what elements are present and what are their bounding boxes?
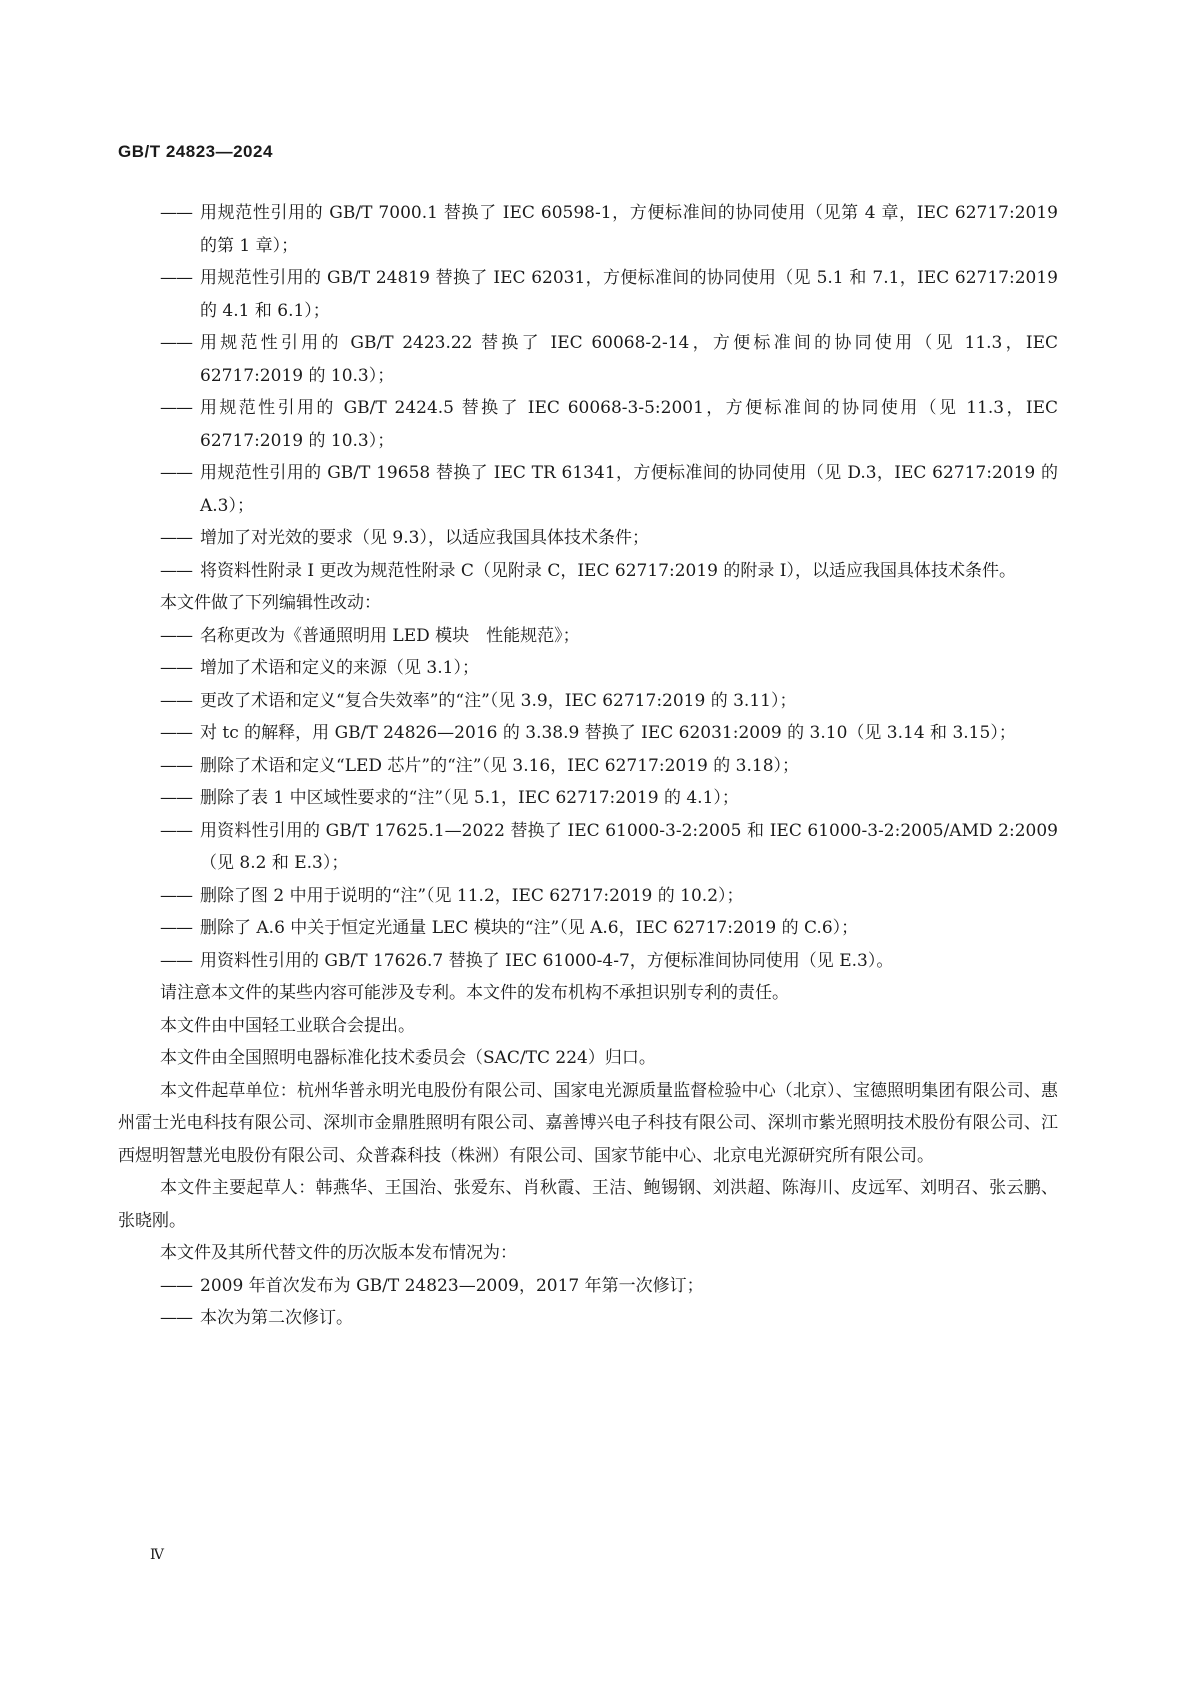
dash-marker: —— xyxy=(160,788,192,808)
list-item-text: 更改了术语和定义“复合失效率”的“注”（见 3.9，IEC 62717:2019 的 3.11）； xyxy=(200,690,797,711)
list-item xyxy=(118,880,1058,913)
page-number: Ⅳ xyxy=(150,1547,164,1563)
document-code-header: GB/T 24823—2024 xyxy=(118,142,273,161)
dash-marker: —— xyxy=(160,1275,192,1296)
dash-marker: —— xyxy=(160,528,192,548)
list-item xyxy=(118,815,1058,880)
dash-marker: —— xyxy=(160,690,192,711)
list-item-text: 删除了表 1 中区域性要求的“注”（见 5.1，IEC 62717:2019 的 4.1）； xyxy=(200,788,739,808)
centralized-by: 本文件由全国照明电器标准化技术委员会（SAC/TC 224）归口。 xyxy=(160,1048,656,1068)
dash-marker: —— xyxy=(160,560,192,581)
list-item xyxy=(118,327,1058,392)
list-item-text: 用资料性引用的 GB/T 17625.1—2022 替换了 IEC 61000-3-2:2005 和 IEC 61000-3-2:2005/AMD 2:2009（见 8.2 和 E.3）； xyxy=(200,820,1058,873)
list-item-text: 用规范性引用的 GB/T 7000.1 替换了 IEC 60598-1，方便标准间的协同使用（见第 4 章，IEC 62717:2019 的第 1 章）； xyxy=(200,203,1058,256)
dash-marker: —— xyxy=(160,463,192,483)
dash-marker: —— xyxy=(160,918,192,938)
list-item-text: 删除了图 2 中用于说明的“注”（见 11.2，IEC 62717:2019 的 10.2）； xyxy=(200,885,744,906)
list-item xyxy=(118,522,1058,555)
dash-marker: —— xyxy=(160,203,192,223)
list-item xyxy=(118,717,1058,750)
dash-marker: —— xyxy=(160,820,192,841)
list-item-text: 名称更改为《普通照明用 LED 模块 性能规范》； xyxy=(200,625,580,646)
editorial-changes-intro: 本文件做了下列编辑性改动： xyxy=(160,593,381,613)
list-item-text: 对 tc 的解释，用 GB/T 24826—2016 的 3.38.9 替换了 IEC 62031:2009 的 3.10（见 3.14 和 3.15）； xyxy=(200,723,1016,743)
list-item-text: 用规范性引用的 GB/T 24819 替换了 IEC 62031，方便标准间的协同使用（见 5.1 和 7.1，IEC 62717:2019 的 4.1 和 6.1）； xyxy=(200,268,1058,321)
list-item-text: 将资料性附录 I 更改为规范性附录 C（见附录 C，IEC 62717:2019 的附录 I），以适应我国具体技术条件。 xyxy=(200,560,1016,581)
list-item xyxy=(118,685,1058,718)
dash-marker: —— xyxy=(160,723,192,743)
dash-marker: —— xyxy=(160,755,192,776)
technical-changes-list xyxy=(118,197,1058,587)
foreword-body xyxy=(118,197,1058,1335)
drafting-units: 本文件起草单位：杭州华普永明光电股份有限公司、国家电光源质量监督检验中心（北京）、宝德照明集团有限公司、惠州雷士光电科技有限公司、深圳市金鼎胜照明有限公司、嘉善博兴电子科技有限公司、深圳市紫光照明技术股份有限公司、江西煜明智慧光电股份有限公司、众普森科技（株洲）有限公司、国家节能中心、北京电光源研究所有限公司。 xyxy=(118,1080,1058,1166)
dash-marker: —— xyxy=(160,950,192,971)
list-item xyxy=(118,945,1058,978)
list-item-text: 增加了对光效的要求（见 9.3），以适应我国具体技术条件； xyxy=(200,528,649,548)
list-item-text: 删除了 A.6 中关于恒定光通量 LEC 模块的“注”（见 A.6，IEC 62717:2019 的 C.6）； xyxy=(200,918,859,938)
list-item xyxy=(118,1270,1058,1303)
list-item-text: 用规范性引用的 GB/T 19658 替换了 IEC TR 61341，方便标准间的协同使用（见 D.3，IEC 62717:2019 的 A.3）； xyxy=(200,463,1058,516)
dash-marker: —— xyxy=(160,268,192,288)
dash-marker: —— xyxy=(160,625,192,646)
list-item xyxy=(118,262,1058,327)
editorial-changes-list xyxy=(118,620,1058,978)
list-item-text: 删除了术语和定义“LED 芯片”的“注”（见 3.16，IEC 62717:2019 的 3.18）； xyxy=(200,755,800,776)
list-item-text: 用规范性引用的 GB/T 2424.5 替换了 IEC 60068-3-5:2001，方便标准间的协同使用（见 11.3，IEC 62717:2019 的 10.3）； xyxy=(200,398,1058,451)
patent-notice: 请注意本文件的某些内容可能涉及专利。本文件的发布机构不承担识别专利的责任。 xyxy=(160,983,789,1003)
list-item xyxy=(118,652,1058,685)
list-item xyxy=(118,750,1058,783)
list-item xyxy=(118,912,1058,945)
dash-marker: —— xyxy=(160,1308,192,1328)
dash-marker: —— xyxy=(160,885,192,906)
list-item xyxy=(118,197,1058,262)
list-item xyxy=(118,457,1058,522)
list-item xyxy=(118,555,1058,588)
list-item-text: 增加了术语和定义的来源（见 3.1）； xyxy=(200,658,479,678)
list-item xyxy=(118,1302,1058,1335)
list-item xyxy=(118,620,1058,653)
list-item-text: 用规范性引用的 GB/T 2423.22 替换了 IEC 60068-2-14，方便标准间的协同使用（见 11.3，IEC 62717:2019 的 10.3）； xyxy=(200,333,1058,386)
list-item-text: 用资料性引用的 GB/T 17626.7 替换了 IEC 61000-4-7，方便标准间协同使用（见 E.3）。 xyxy=(200,950,894,971)
history-intro: 本文件及其所代替文件的历次版本发布情况为： xyxy=(160,1243,517,1263)
dash-marker: —— xyxy=(160,398,192,418)
history-list xyxy=(118,1270,1058,1335)
list-item-text: 本次为第二次修订。 xyxy=(200,1308,353,1328)
list-item-text: 2009 年首次发布为 GB/T 24823—2009，2017 年第一次修订； xyxy=(200,1275,704,1296)
list-item xyxy=(118,392,1058,457)
drafters: 本文件主要起草人：韩燕华、王国治、张爱东、肖秋霞、王洁、鲍锡钢、刘洪超、陈海川、皮远军、刘明召、张云鹏、张晓刚。 xyxy=(118,1178,1058,1231)
dash-marker: —— xyxy=(160,658,192,678)
list-item xyxy=(118,782,1058,815)
dash-marker: —— xyxy=(160,333,192,353)
proposed-by: 本文件由中国轻工业联合会提出。 xyxy=(160,1015,415,1036)
